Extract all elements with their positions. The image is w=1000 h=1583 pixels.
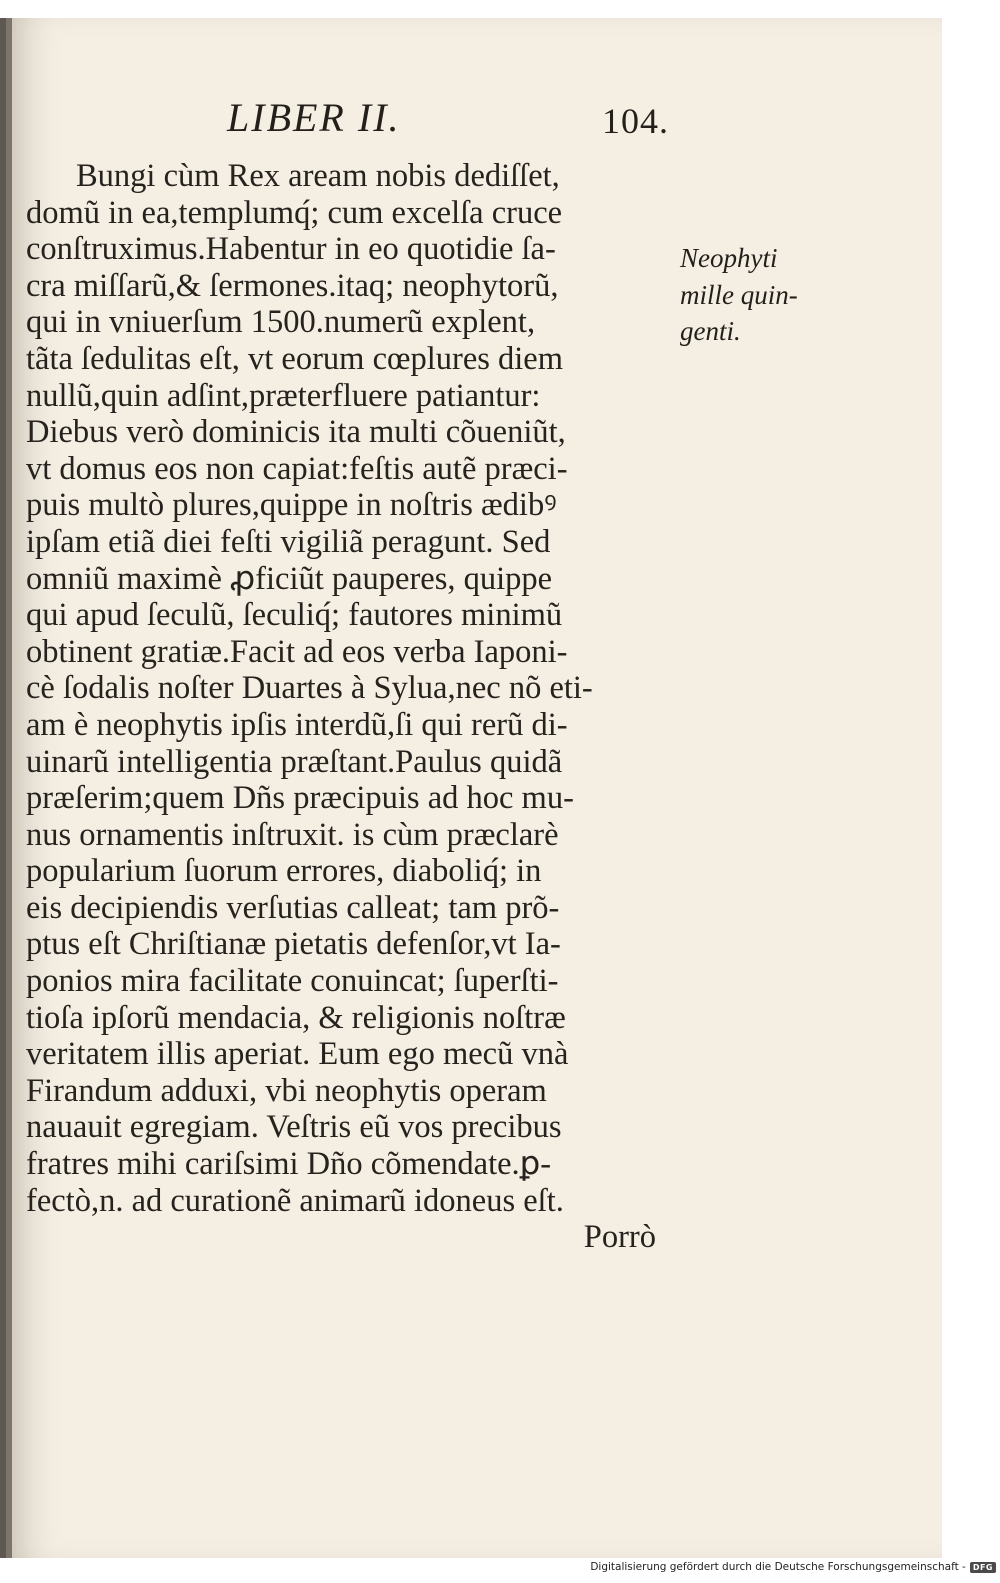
text-line: cè ſodalis noſter Duartes à Sylua,nec nõ eti- [26,670,593,707]
text-line: puis multò plures,quippe in noſtris ædibꝰ [26,487,557,524]
body-text [26,158,676,1256]
catchword: Porrò [583,1219,656,1256]
text-line: nullũ,quin adſint,præterfluere patiantur: [26,377,541,414]
text-line: qui apud ſeculũ, ſeculiq́; fautores minimũ [26,597,563,634]
text-line: uinarũ intelligentia præſtant.Paulus quidã [26,743,563,780]
text-line: ipſam etiã diei feſti vigiliã peragunt. Sed [26,523,551,560]
text-line: domũ in ea,templumq́; cum excelſa cruce [26,194,563,231]
credit-text: Digitalisierung gefördert durch die Deutsche Forschungsgemeinschaft - [590,1561,966,1573]
text-line: cra miſſarũ,& ſermones.itaq; neophytorũ, [26,267,559,304]
scan-margin [942,18,1000,1558]
digitization-credit [590,1561,996,1573]
text-line: nauauit egregiam. Veſtris eũ vos precibus [26,1109,562,1146]
text-line: fratres mihi cariſsimi Dño cõmendate.ꝑ- [26,1146,552,1183]
text-line: veritatem illis aperiat. Eum ego mecũ vnà [26,1036,569,1073]
dfg-logo: DFG [970,1562,996,1573]
book-page [6,18,948,1558]
marginal-note-line: Neophyti [680,243,778,273]
marginal-note [680,240,840,350]
text-line: præſerim;quem Dñs præcipuis ad hoc mu- [26,780,574,817]
text-line: Bungi cùm Rex aream nobis dediſſet, [76,158,560,194]
text-line: nus ornamentis inſtruxit. is cùm præclarè [26,816,559,853]
text-line: Diebus verò dominicis ita multi cõueniũt, [26,414,566,451]
marginal-note-line: mille quin- [680,279,798,310]
text-line: qui in vniuerſum 1500.numerũ explent, [26,304,536,341]
text-line: omniũ maximè ꝓficiũt pauperes, quippe [26,560,553,597]
text-line: popularium ſuorum errores, diaboliq́; in [26,853,542,890]
text-line: am è neophytis ipſis interdũ,ſi qui rerũ di- [26,706,568,743]
running-head: LIBER II. [227,95,401,140]
text-line: tãta ſedulitas eſt, vt eorum cœplures diem [26,340,563,377]
text-line: tioſa ipſorũ mendacia, & religionis noſtræ [26,999,566,1036]
marginal-note-line: genti. [680,316,741,347]
page-number: 104. [602,101,669,141]
text-line: ponios mira facilitate conuincat; ſuperſti- [26,963,559,1000]
text-line: vt domus eos non capiat:feſtis autẽ præci- [26,450,568,487]
text-line: obtinent gratiæ.Facit ad eos verba Iaponi- [26,633,568,670]
text-line: Firandum adduxi, vbi neophytis operam [26,1072,547,1109]
text-line: ptus eſt Chriſtianæ pietatis defenſor,vt Ia- [26,926,561,963]
text-line: fectò,n. ad curationẽ animarũ idoneus eſt. [26,1182,564,1219]
page-header [12,94,948,154]
text-line: conſtruximus.Habentur in eo quotidie ſa- [26,231,556,268]
text-line: eis decipiendis verſutias calleat; tam prõ- [26,889,560,926]
